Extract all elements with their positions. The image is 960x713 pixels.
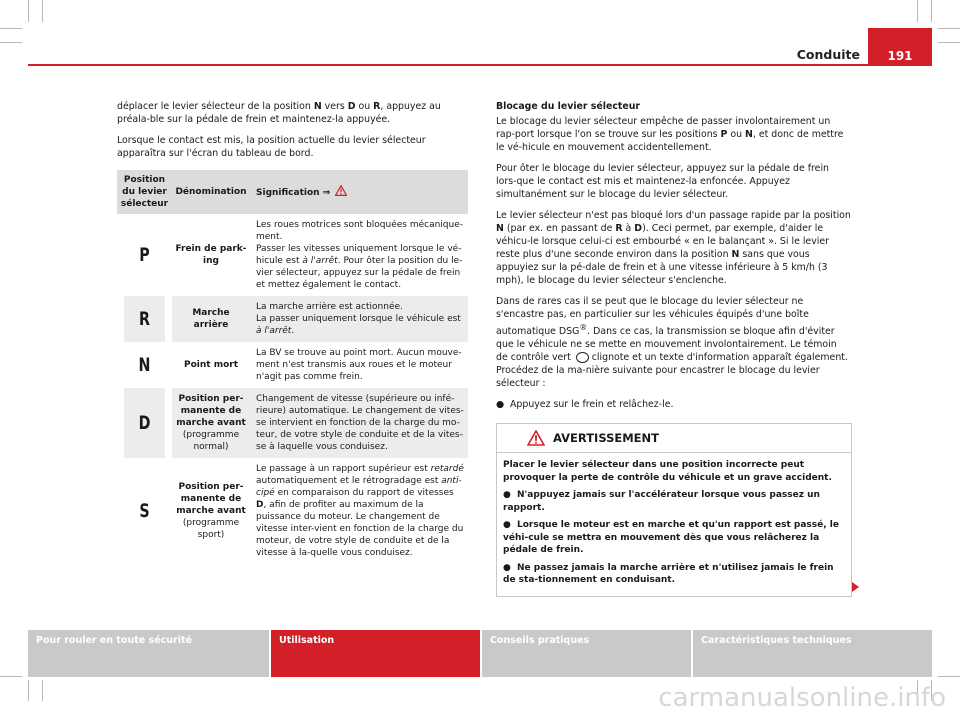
selector-positions-table (117, 170, 468, 564)
footer-tab-tips[interactable]: Conseils pratiques (482, 630, 691, 677)
gear-description: Changement de vitesse (supérieure ou infé-rieure) automatique. Le changement de vites-se intervient en fonction de la charge du mo-teur, de votre style de conduite et de la vites-se à laquelle vous conduisez. (250, 388, 468, 458)
crop-mark (42, 0, 43, 22)
footer-tab-safety[interactable]: Pour rouler en toute sécurité (28, 630, 269, 677)
gear-letter: S (139, 500, 150, 522)
gear-letter: D (124, 388, 165, 458)
watermark: carmanualsonline.info (658, 683, 946, 713)
intro-paragraph: déplacer le levier sélecteur de la position N vers D ou R, appuyez au préala-ble sur la pédale de frein et maintenez-la appuyée. (117, 101, 441, 125)
warning-title: AVERTISSEMENT (553, 430, 660, 445)
gear-letter: P (139, 244, 150, 266)
footer-tab-usage[interactable]: Utilisation (271, 630, 480, 677)
warning-item: ● Ne passez jamais la marche arrière et n'utilisez jamais le frein de sta-tionnement en conduisant. (503, 562, 834, 586)
display-paragraph: Lorsque le contact est mis, la position actuelle du levier sélecteur apparaîtra sur l'écran du tableau de bord. (117, 135, 426, 159)
crop-mark (938, 676, 960, 677)
gear-letter: R (124, 296, 165, 342)
header-rule (28, 64, 932, 66)
gear-description: Les roues motrices sont bloquées mécanique-ment. Passer les vitesses uniquement lorsque le vé-hicule est à l'arrêt. Pour ôter la position du le-vier sélecteur, appuyez sur la pédale de frein et mettez également le contact. (256, 220, 464, 290)
gear-name: Position per-manente de marche avant (programme sport) (176, 482, 246, 540)
table-row (117, 458, 468, 564)
footer-tab-specs[interactable]: Caractéristiques techniques (693, 630, 932, 677)
table-row (117, 388, 468, 458)
lock-paragraph: Le blocage du levier sélecteur empêche de passer involontairement un rap-port lorsque l'on se trouve sur les positions P ou N, et donc de mettre le vé-hicule en mouvement accidentellement. (496, 116, 844, 153)
warning-triangle-icon (335, 185, 347, 196)
continue-arrow-icon (852, 582, 859, 592)
dsg-paragraph: Dans de rares cas il se peut que le blocage du levier sélecteur ne s'encastre pas, en particulier sur les véhicules équipés d'une boîte automatique DSG®. Dans ce cas, la transmission se bloque afin d'éviter que le véhicule ne se mette en mouvement involontairement. Le témoin de contrôle vert clignote et un texte d'information apparaît également. Procédez de la ma-nière suivante pour encastrer le blocage du levier sélecteur : (496, 296, 848, 390)
chapter-title: Conduite (796, 47, 860, 62)
crop-mark (931, 0, 932, 22)
crop-mark (0, 42, 22, 43)
header-position: Position du levier sélecteur (117, 170, 172, 214)
crop-mark (0, 676, 22, 677)
table-row (117, 214, 468, 296)
warning-box (496, 423, 852, 597)
crop-mark (917, 0, 918, 22)
unlock-paragraph: Pour ôter le blocage du levier sélecteur, appuyez sur la pédale de frein lors-que le contact est mis et maintenez-la enfoncée. Appuyez simultanément sur le blocage du levier sélecteur. (496, 163, 829, 200)
warning-header (497, 424, 851, 453)
section-title: Blocage du levier sélecteur (496, 101, 641, 112)
table-row (117, 342, 468, 388)
crop-mark (28, 680, 29, 701)
gear-description: La BV se trouve au point mort. Aucun mouve-ment n'est transmis aux roues et le moteur n'agit pas comme frein. (256, 348, 462, 382)
crop-mark (0, 28, 22, 29)
crop-mark (42, 680, 43, 701)
warning-light-icon (576, 352, 589, 363)
gear-description: La marche arrière est actionnée. La passer uniquement lorsque le véhicule est à l'arrêt. (250, 296, 468, 342)
warning-item: ● Lorsque le moteur est en marche et qu'un rapport est passé, le véhi-cule se mettra en mouvement dès que vous relâcherez la pédale de frein. (503, 520, 839, 556)
bullet-item: ● Appuyez sur le frein et relâchez-le. (496, 399, 674, 411)
gear-name: Point mort (183, 360, 238, 370)
page-number: 191 (868, 28, 932, 65)
warning-intro: Placer le levier sélecteur dans une position incorrecte peut provoquer la perte de contrôle du véhicule et un grave accident. (503, 460, 832, 483)
gear-name: Position per-manente de marche avant (programme normal) (172, 388, 250, 458)
crop-mark (938, 28, 960, 29)
header-denomination: Dénomination (172, 170, 250, 214)
warning-body (497, 453, 851, 596)
gear-name: Frein de park-ing (175, 244, 247, 266)
gear-name: Marche arrière (172, 296, 250, 342)
gear-letter: N (138, 354, 151, 376)
right-column (496, 100, 851, 597)
crop-mark (938, 42, 960, 43)
gear-description: Le passage à un rapport supérieur est retardé automatiquement et le rétrogradage est anti-cipé en comparaison du rapport de vitesses D, afin de profiter au maximum de la puissance du moteur. Le changement de vitesse inter-vient en fonction de la charge du moteur, de votre style de conduite et de la vitesse à la-quelle vous conduisez. (256, 464, 464, 558)
warning-triangle-icon (527, 430, 545, 446)
header-signification: Signification ⇒ (250, 170, 468, 214)
rapid-passage-paragraph: Le levier sélecteur n'est pas bloqué lors d'un passage rapide par la position N (par ex. en passant de R à D). Ceci permet, par exemple, d'aider le véhicu-le lorsque celui-ci est embourbé « en le balançant ». Si le levier reste plus d'une seconde environ dans la position N sans que vous appuyiez sur la pé-dale de frein et à une vitesse inférieure à 5 km/h (3 mph), le blocage du levier sélecteur s'enclenche. (496, 210, 851, 286)
warning-item: ● N'appuyez jamais sur l'accélérateur lorsque vous passez un rapport. (503, 490, 820, 513)
left-column (117, 100, 467, 564)
crop-mark (28, 0, 29, 22)
table-row (117, 296, 468, 342)
